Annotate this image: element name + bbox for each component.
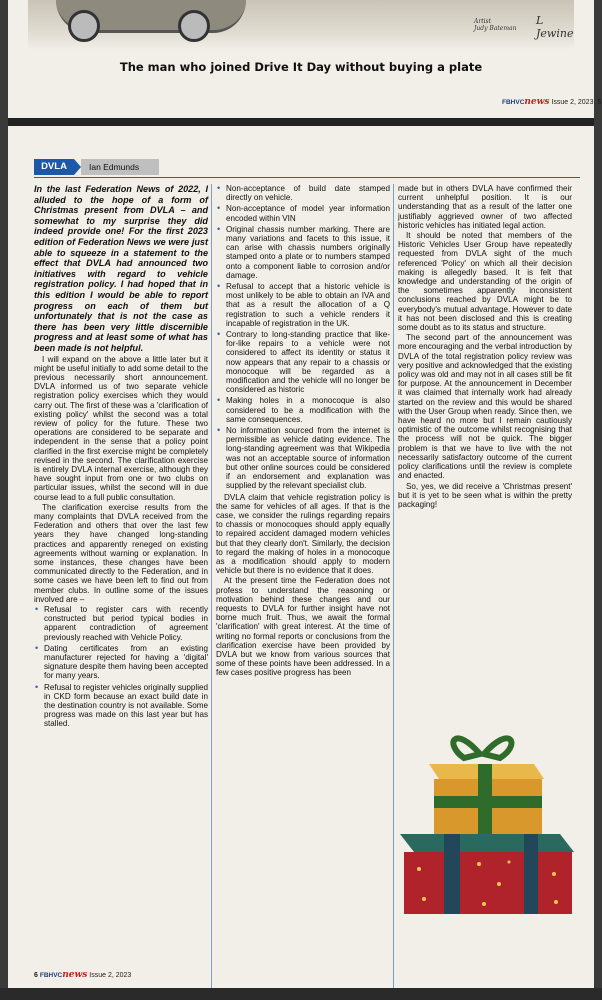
page-footer: [34, 970, 131, 980]
list-item: • Refusal to register vehicles originally supplied in CKD form because an exact build date in the destination country is not available. Some progress was made on this last year but has stalled.: [44, 683, 208, 729]
artist-credit: [474, 18, 517, 32]
body-paragraph: The clarification exercise results from the many complaints that DVLA received from the Federation and others that over the last few years they have changed long-standing practices and apparently reneged on existing agreements without warning or explanation. In some instances, these changes have been communicated directly to the Federation, and in some cases we have been left to find out from member clubs. In outline some of the issues involved are –: [34, 502, 208, 604]
body-paragraph: So, yes, we did receive a 'Christmas present' but it is yet to be seen what is within the pretty packaging!: [398, 481, 572, 509]
list-item: • Original chassis number marking. There are many variations and facets to this issue, it can arise with chassis numbers originally stamped onto a plate or to numbers stamped onto a component liable to corrosion and/or damage.: [226, 225, 390, 280]
issue-label: Issue 2, 2023: [551, 99, 594, 106]
list-item: • Refusal to accept that a historic vehicle is most unlikely to be able to obtain an IVA and that as a result the allocation of a Q registration to such a vehicle renders it incapable of registration in the UK.: [226, 282, 390, 328]
article-column-2: [216, 184, 390, 679]
previous-page: [8, 0, 602, 118]
intro-paragraph: In the last Federation News of 2022, I alluded to the hope of a form of Christmas present from DVLA – and somewhat to my surprise they did indeed provide one! For the first 2023 edition of Federation News we were just able to squeeze in a statement to the effect that DVLA had announced two initiatives with regard to vehicle registration policy. I had hoped that in this edition I would be able to report progress on each of them but unfortunately that is not the case as there has been very little discernible progress and at least some of what has been made is not helpful.: [34, 184, 208, 353]
list-item: • No information sourced from the internet is permissible as vehicle dating evidence. The long-standing agreement was that Wikipedia was not an acceptable source of information but other online sources could be considered if an endorsement and explanation was supplied by the relevant specialist club.: [226, 426, 390, 490]
header-rule: [34, 177, 580, 178]
list-item: • Dating certificates from an existing manufacturer rejected for having a 'digital' signature despite them having been accepted for many years.: [44, 644, 208, 681]
gift-boxes-illustration: [384, 684, 580, 914]
article-column-1: [34, 184, 208, 731]
list-item: • Refusal to register cars with recently constructed but period typical bodies in apparent contradiction of agreement previously reached with Vehicle Policy.: [44, 605, 208, 642]
body-paragraph: The second part of the announcement was more encouraging and the verbal introduction by DVLA of the total registration policy review was very positive and acknowledged that the existing policy was old and may not in all cases still be fit for purpose. At the announcement in December it was claimed that internally work had already started on the review and this would be shared with the User Group when ready. Since then, we have heard no more but I remain cautiously optimistic of the outcome whilst recognising that the process will not be quick. The bigger problem is that we have to live with the not necessarily satisfactory outcome of the current policy clarifications until the review is complete and enacted.: [398, 333, 572, 481]
list-item: • Making holes in a monocoque is also considered to be a modification with the same consequences.: [226, 396, 390, 424]
issue-label: Issue 2, 2023: [89, 972, 132, 979]
car-wheel-sketch: [178, 10, 210, 42]
illustration-caption: The man who joined Drive It Day without buying a plate: [119, 60, 483, 74]
magazine-logo: FBHVCnews: [502, 97, 550, 107]
small-box-ribbon: [434, 796, 542, 808]
author-name: Ian Edmunds: [81, 159, 159, 175]
artist-credit-line: Artist: [474, 18, 492, 25]
artist-signature: L Jewine: [536, 14, 574, 40]
magazine-logo: FBHVCnews: [39, 970, 88, 980]
page-divider: [8, 118, 594, 126]
car-wheel-sketch: [68, 10, 100, 42]
body-paragraph: It should be noted that members of the Historic Vehicles User Group have repeatedly requested from DVLA sight of the much referenced 'Policy' on which all their decision making is allegedly based. It is felt that knowledge and understanding of the origin of the sometimes apparently inconsistent conclusions reached by DVLA might be to everybody's mutual advantage. However to date it has not been disclosed and this is creating some doubt as to its status and structure.: [398, 231, 572, 333]
page-number: 5: [597, 99, 602, 106]
issues-list: [216, 184, 390, 491]
list-item: • Non-acceptance of build date stamped directly on vehicle.: [226, 184, 390, 202]
section-tag-arrow: [74, 159, 81, 175]
list-item: • Contrary to long-standing practice that like-for-like repairs to a vehicle were not considered to affect its identity or status it now appears that any repair to a chassis or monocoque will be regarded as a modification and the vehicle will no longer be considered as historic: [226, 330, 390, 394]
issues-list: [34, 605, 208, 729]
page-number: 6: [34, 972, 38, 979]
bow-loop: [484, 738, 511, 758]
artist-credit-line: Judy Bateman: [474, 25, 517, 32]
car-illustration: [28, 0, 574, 50]
big-box-ribbon: [444, 834, 460, 914]
column-divider: [211, 184, 212, 994]
body-paragraph: I will expand on the above a little later but it might be useful initially to add some detail to the previous necessarily short announcement. DVLA informed us of two separate vehicle registration policy exercises which they would carry out. The first of these was a 'clarification of existing policy' whilst the second was a total review of policy for the future. These two operations are considered to be separate and independent in the sense that a policy point clarified in the first exercise might be completely revised in the second. The clarification exercise is entirely DVLA internal exercise, although they have sought input from one or two clubs on particular issues, whilst the second will in due course lead to a full public consultation.: [34, 354, 208, 502]
article-column-3: [398, 184, 572, 510]
article-header: [34, 159, 138, 175]
big-box: [404, 852, 572, 914]
bow-loop: [453, 738, 480, 758]
page-edge: [0, 988, 602, 1000]
big-box-ribbon: [524, 834, 538, 914]
section-tag: DVLA: [34, 159, 74, 175]
body-paragraph: At the present time the Federation does not profess to understand the reasoning or motivation behind these changes and our requests to DVLA for further insight have not borne much fruit. Thus, we await the formal 'clarification' with great interest. At the time of writing no formal reports or conclusions from the clarification exercise have been provided by DVLA but we know from various sources that some of these points have been addressed. In a few cases positive progress has been: [216, 576, 390, 678]
body-paragraph: made but in others DVLA have confirmed their current unhelpful position. It is our understanding that as a result of the latter one justifiably aggrieved owner of two affected historic vehicles has initiated legal action.: [398, 184, 572, 230]
body-paragraph: DVLA claim that vehicle registration policy is the same for vehicles of all ages. If that is the case, we consider the rulings regarding repairs to chassis or monocoques should apply equally to repaired accident damaged modern vehicles but that they clearly don't. Similarly, the decision to regard the making of holes in a monocoque as a modification should apply to modern vehicle but there is no evidence that it does.: [216, 492, 390, 576]
page-footer: [502, 97, 601, 107]
list-item: • Non-acceptance of model year information encoded within VIN: [226, 204, 390, 222]
article-page: [8, 126, 594, 988]
big-box-lid: [400, 834, 574, 852]
